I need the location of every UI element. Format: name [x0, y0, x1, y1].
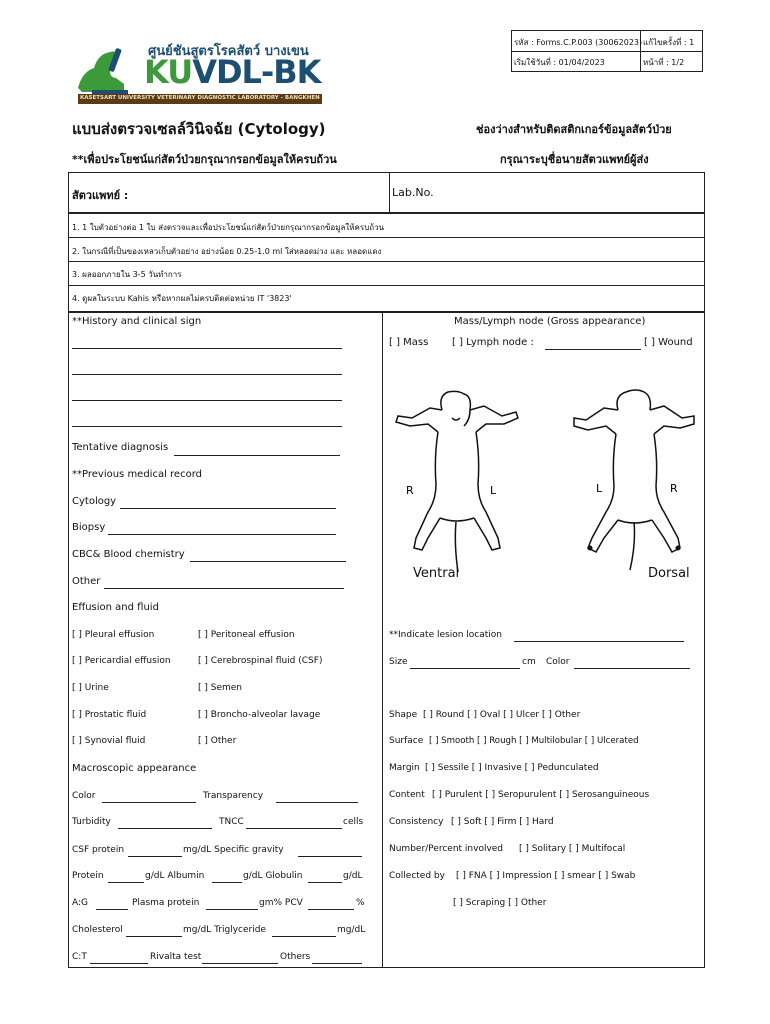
tentative-diagnosis-label: Tentative diagnosis	[72, 442, 169, 453]
vet-label: สัตวแพทย์ :	[72, 189, 129, 202]
dorsal-label: Dorsal	[648, 566, 690, 581]
previous-record-label: **Previous medical record	[72, 469, 202, 480]
mass-lymph-title: Mass/Lymph node (Gross appearance)	[454, 316, 646, 327]
biopsy-line[interactable]	[108, 534, 336, 535]
instruction-2: 2. ในกรณีที่เป็นของเหลวเก็บตัวอย่าง อย่างน้อย 0.25-1.0 ml ใส่หลอดม่วง และ หลอดแดง	[72, 247, 382, 256]
effusion-peritoneal[interactable]: [ ] Peritoneal effusion	[198, 630, 295, 640]
specific-gravity-line[interactable]	[298, 856, 362, 857]
size-label: Size	[389, 657, 408, 667]
macroscopic-title: Macroscopic appearance	[72, 763, 197, 774]
logo-thai-name: ศูนย์ชันสูตรโรคสัตว์ บางเขน	[148, 44, 309, 59]
cytology-label: Cytology	[72, 496, 117, 507]
ventral-r-label: R	[406, 484, 414, 497]
pcv-unit: %	[356, 898, 365, 908]
size-line[interactable]	[410, 668, 520, 669]
cbc-line[interactable]	[190, 561, 346, 562]
plasma-protein-line[interactable]	[206, 909, 258, 910]
ag-label: A:G	[72, 898, 89, 908]
tentative-diagnosis-line[interactable]	[174, 455, 340, 456]
lesion-color-line[interactable]	[574, 668, 690, 669]
albumin-label: g/dL Albumin	[145, 871, 205, 881]
content-label: Content	[389, 790, 425, 800]
rivalta-line[interactable]	[202, 963, 278, 964]
pcv-label: gm% PCV	[259, 898, 303, 908]
effusion-synovial[interactable]: [ ] Synovial fluid	[72, 736, 146, 746]
others-label: Others	[280, 952, 311, 962]
form-title: แบบส่งตรวจเซลล์วินิจฉัย (Cytology)	[72, 120, 326, 138]
lab-no-label: Lab.No.	[392, 186, 434, 199]
protein-label: Protein	[72, 871, 104, 881]
collected-by-options-2[interactable]: [ ] Scraping [ ] Other	[453, 898, 547, 908]
ct-label: C:T	[72, 952, 87, 962]
surface-options[interactable]: [ ] Smooth [ ] Rough [ ] Multilobular [ ] Ulcerated	[429, 736, 639, 746]
logo-subtitle: KASETSART UNIVERSITY VETERINARY DIAGNOSTIC LABORATORY - BANGKHEN	[80, 95, 320, 101]
effusion-bal[interactable]: [ ] Broncho-alveolar lavage	[198, 710, 321, 720]
instruction-4: 4. ดูผลในระบบ Kahis หรือหากผลไม่ครบติดต่อหน่วย IT '3823'	[72, 294, 292, 303]
size-unit: cm	[522, 657, 536, 667]
effusion-pericardial[interactable]: [ ] Pericardial effusion	[72, 656, 171, 666]
vet-instruction: กรุณาระบุชื่อนายสัตวแพทย์ผู้ส่ง	[500, 153, 649, 166]
surface-label: Surface	[389, 736, 424, 746]
consistency-label: Consistency	[389, 817, 444, 827]
turbidity-label: Turbidity	[72, 817, 111, 827]
lesion-color-label: Color	[546, 657, 570, 667]
effusion-urine[interactable]: [ ] Urine	[72, 683, 109, 693]
kuvdl-logo	[72, 40, 324, 106]
shape-label: Shape	[389, 710, 418, 720]
other-record-label: Other	[72, 576, 101, 587]
tncc-line[interactable]	[246, 828, 342, 829]
ag-line[interactable]	[96, 909, 128, 910]
cholesterol-label: Cholesterol	[72, 925, 123, 935]
pcv-line[interactable]	[308, 909, 354, 910]
instruction-1: 1. 1 ใบตัวอย่างต่อ 1 ใบ ส่งตรวจและเพื่อประโยชน์แก่สัตว์ป่วยกรุณากรอกข้อมูลให้ครบถ้วน	[72, 223, 385, 232]
effusion-semen[interactable]: [ ] Semen	[198, 683, 243, 693]
instruction-3: 3. ผลออกภายใน 3-5 วันทำการ	[72, 270, 182, 279]
others-line[interactable]	[312, 963, 362, 964]
number-involved-label: Number/Percent involved	[389, 844, 504, 854]
history-line-4[interactable]	[72, 426, 342, 427]
form-note: **เพื่อประโยชน์แก่สัตว์ป่วยกรุณากรอกข้อมูลให้ครบถ้วน	[72, 153, 337, 166]
ventral-label: Ventral	[413, 566, 460, 581]
history-line-2[interactable]	[72, 374, 342, 375]
turbidity-line[interactable]	[118, 828, 212, 829]
history-label: **History and clinical sign	[72, 316, 202, 327]
globulin-unit: g/dL	[343, 871, 363, 881]
effusion-other[interactable]: [ ] Other	[198, 736, 237, 746]
tncc-label: TNCC	[219, 817, 244, 827]
sticker-area-label: ช่องว่างสำหรับติดสติกเกอร์ข้อมูลสัตว์ป่วย	[476, 123, 672, 136]
ct-line[interactable]	[90, 963, 148, 964]
ventral-l-label: L	[490, 484, 497, 497]
other-record-line[interactable]	[104, 588, 344, 589]
number-involved-options[interactable]: [ ] Solitary [ ] Multifocal	[519, 844, 626, 854]
triglyceride-line[interactable]	[272, 936, 336, 937]
biopsy-label: Biopsy	[72, 522, 106, 533]
triglyceride-label: mg/dL Triglyceride	[183, 925, 266, 935]
cytology-line[interactable]	[120, 508, 336, 509]
lymph-node-line[interactable]	[545, 349, 641, 350]
csf-protein-line[interactable]	[128, 856, 182, 857]
doc-revision: แก้ไขครั้งที่ : 1	[643, 38, 695, 47]
cholesterol-line[interactable]	[126, 936, 182, 937]
effusion-pleural[interactable]: [ ] Pleural effusion	[72, 630, 155, 640]
effusion-title: Effusion and fluid	[72, 602, 159, 613]
logo-brand-right: VDL-BK	[192, 53, 321, 91]
triglyceride-unit: mg/dL	[337, 925, 366, 935]
collected-by-label: Collected by	[389, 871, 445, 881]
indicate-lesion-label: **Indicate lesion location	[389, 630, 502, 640]
dog-dorsal-diagram[interactable]	[570, 386, 698, 572]
indicate-lesion-line[interactable]	[514, 641, 684, 642]
vet-lab-box	[68, 172, 705, 213]
collected-by-options[interactable]: [ ] FNA [ ] Impression [ ] smear [ ] Swab	[456, 871, 636, 881]
cbc-label: CBC& Blood chemistry	[72, 549, 185, 560]
microscope-logo-icon	[72, 44, 142, 100]
logo-brand-left: KU	[144, 53, 193, 91]
shape-options[interactable]: [ ] Round [ ] Oval [ ] Ulcer [ ] Other	[423, 710, 581, 720]
globulin-label: g/dL Globulin	[243, 871, 303, 881]
mass-option[interactable]: [ ] Mass	[389, 337, 429, 348]
lymph-node-option[interactable]: [ ] Lymph node :	[452, 337, 534, 348]
doc-code: รหัส : Forms.C.P.003 (30062023)	[514, 38, 643, 47]
globulin-line[interactable]	[308, 882, 342, 883]
dorsal-r-label: R	[670, 482, 678, 495]
dorsal-l-label: L	[596, 482, 603, 495]
albumin-line[interactable]	[212, 882, 242, 883]
rivalta-label: Rivalta test	[150, 952, 202, 962]
history-line-1[interactable]	[72, 348, 342, 349]
dog-ventral-diagram[interactable]	[392, 388, 520, 574]
margin-options[interactable]: [ ] Sessile [ ] Invasive [ ] Pedunculated	[425, 763, 599, 773]
csf-protein-label: CSF protein	[72, 845, 125, 855]
consistency-options[interactable]: [ ] Soft [ ] Firm [ ] Hard	[451, 817, 554, 827]
wound-option[interactable]: [ ] Wound	[644, 337, 693, 348]
margin-label: Margin	[389, 763, 420, 773]
transparency-label: Transparency	[203, 791, 264, 801]
color-label: Color	[72, 791, 96, 801]
color-line[interactable]	[102, 802, 196, 803]
protein-line[interactable]	[108, 882, 144, 883]
doc-page-number: หน้าที่ : 1/2	[643, 58, 685, 67]
specific-gravity-label: mg/dL Specific gravity	[183, 845, 284, 855]
plasma-protein-label: Plasma protein	[132, 898, 200, 908]
cells-unit: cells	[343, 817, 364, 827]
effusion-csf[interactable]: [ ] Cerebrospinal fluid (CSF)	[198, 656, 323, 666]
history-line-3[interactable]	[72, 400, 342, 401]
effusion-prostatic[interactable]: [ ] Prostatic fluid	[72, 710, 147, 720]
doc-effective-date: เริ่มใช้วันที่ : 01/04/2023	[514, 58, 605, 67]
content-options[interactable]: [ ] Purulent [ ] Seropurulent [ ] Serosanguineous	[432, 790, 650, 800]
transparency-line[interactable]	[276, 802, 358, 803]
